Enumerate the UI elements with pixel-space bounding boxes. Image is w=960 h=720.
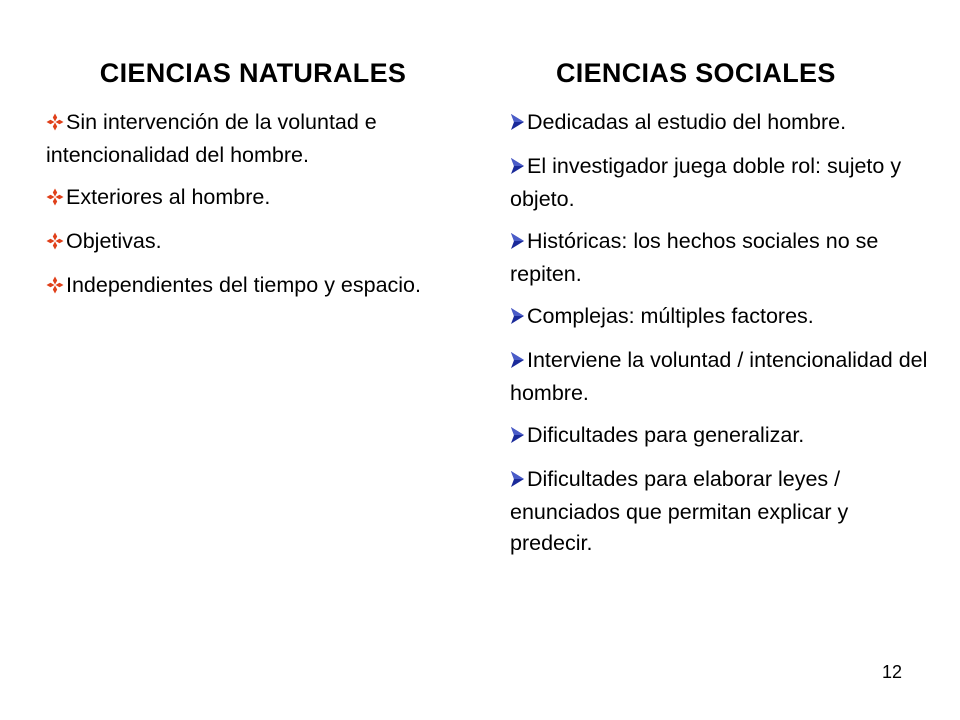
column-ciencias-naturales [46, 58, 466, 314]
arrowhead-bullet-icon [510, 228, 525, 259]
list-item [46, 107, 466, 171]
diamond-cluster-bullet-icon [46, 272, 64, 303]
list-item-text: El investigador juega doble rol: sujeto y objeto. [510, 154, 902, 211]
list-item [46, 182, 466, 215]
list-ciencias-naturales [46, 107, 466, 303]
list-item-text: Dificultades para generalizar. [527, 423, 805, 447]
list-item-text: Dedicadas al estudio del hombre. [527, 110, 847, 134]
list-item-text: Exteriores al hombre. [66, 185, 271, 209]
list-item [510, 151, 930, 215]
list-item [46, 270, 466, 303]
arrowhead-bullet-icon [510, 422, 525, 453]
list-item-text: Complejas: múltiples factores. [527, 304, 814, 328]
diamond-cluster-bullet-icon [46, 228, 64, 259]
arrowhead-bullet-icon [510, 153, 525, 184]
list-item [46, 226, 466, 259]
list-item-text: Objetivas. [66, 229, 162, 253]
diamond-cluster-bullet-icon [46, 109, 64, 140]
list-item [510, 420, 930, 453]
list-item [510, 345, 930, 409]
column-ciencias-sociales [510, 58, 930, 570]
arrowhead-bullet-icon [510, 347, 525, 378]
list-item [510, 107, 930, 140]
diamond-cluster-bullet-icon [46, 184, 64, 215]
arrowhead-bullet-icon [510, 303, 525, 334]
list-item-text: Sin intervención de la voluntad e intencionalidad del hombre. [46, 110, 377, 167]
list-item-text: Históricas: los hechos sociales no se repiten. [510, 229, 879, 286]
page-number: 12 [881, 662, 902, 682]
list-item [510, 301, 930, 334]
arrowhead-bullet-icon [510, 109, 525, 140]
list-item-text: Independientes del tiempo y espacio. [66, 273, 421, 297]
list-ciencias-sociales [510, 107, 930, 559]
list-item-text: Dificultades para elaborar leyes / enunciados que permitan explicar y predecir. [510, 467, 849, 555]
list-item [510, 464, 930, 559]
arrowhead-bullet-icon [510, 466, 525, 497]
list-item-text: Interviene la voluntad / intencionalidad del hombre. [510, 348, 928, 405]
list-item [510, 226, 930, 290]
heading-ciencias-naturales: CIENCIAS NATURALES [99, 58, 407, 88]
heading-ciencias-sociales: CIENCIAS SOCIALES [556, 58, 836, 88]
